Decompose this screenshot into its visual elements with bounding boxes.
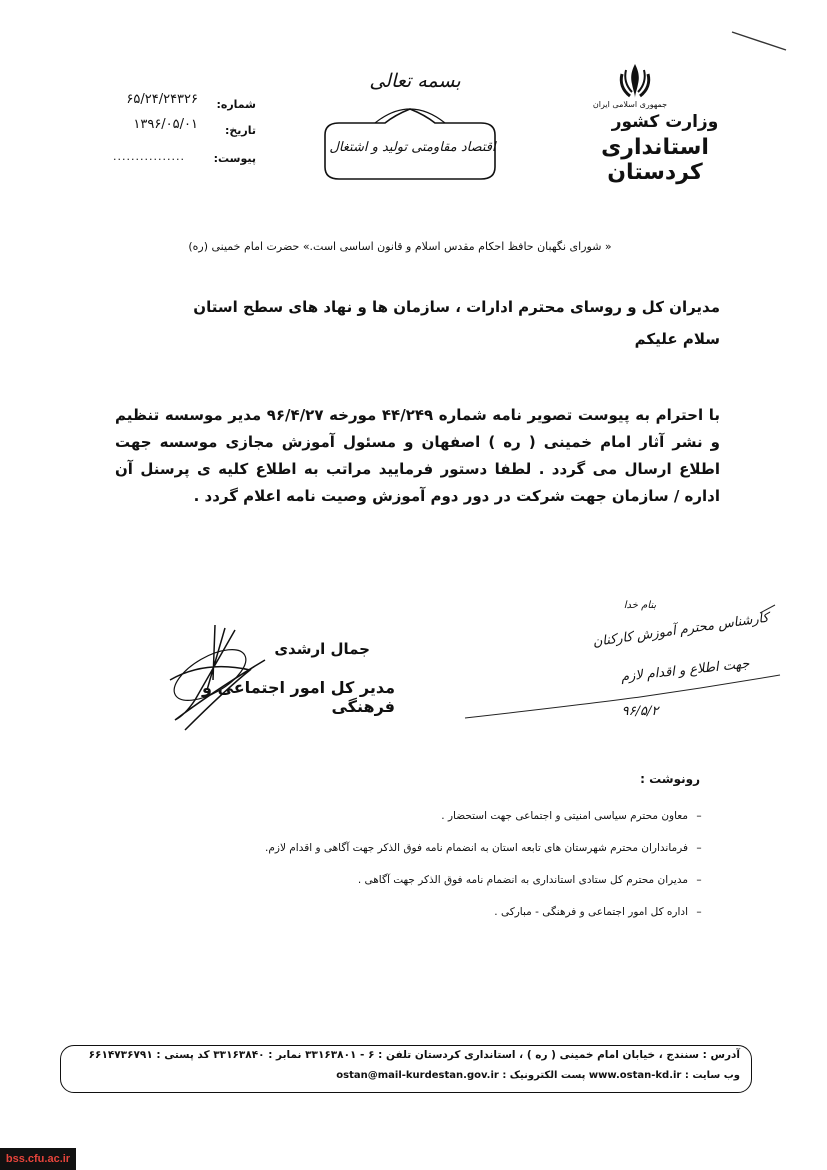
letter-body: با احترام به پیوست تصویر نامه شماره ۴۴/۲۴۹ مورخه ۹۶/۴/۲۷ مدیر موسسه تنظیم و نشر آثار امام خمینی ( ره ) اصفهان و مسئول آموزش مجازی موسسه جهت اطلاع ارسال می گردد . لطفا دستور فرمایید مراتب به اطلاع کلیه ی پرسنل آن اداره / سازمان جهت شرکت در دور دوم آموزش وصیت نامه اعلام گردد .	[115, 406, 720, 505]
iran-emblem-icon	[612, 60, 658, 104]
province-name: استانداری کردستان	[601, 135, 709, 185]
cc-list	[150, 806, 710, 934]
number-value: ۶۵/۲۴/۲۴۳۲۶	[126, 92, 198, 107]
signatory-name: جمال ارشدی	[274, 640, 370, 658]
cc-item: –معاون محترم سیاسی امنیتی و اجتماعی جهت استحضار .	[441, 810, 702, 822]
attachment-label: پیوست:	[213, 152, 256, 165]
republic-caption: جمهوری اسلامی ایران	[592, 100, 668, 109]
watermark-badge: bss.cfu.ac.ir	[0, 1148, 76, 1170]
footer-address: آدرس : سنندج ، خیابان امام خمینی ( ره ) ، استانداری کردستان تلفن : ۶ - ۳۳۱۶۳۸۰۱ نمابر : ۳۳۱۶۳۸۴۰ کد پستی : ۶۶۱۴۷۳۶۷۹۱	[88, 1049, 740, 1061]
cc-title: رونوشت :	[640, 772, 700, 786]
handwritten-line1: بنام خدا	[623, 600, 657, 611]
handwritten-line3: جهت اطلاع و اقدام لازم	[620, 656, 751, 685]
attachment-value: ................	[113, 150, 185, 163]
motto-top: بسمه تعالی	[369, 70, 461, 92]
footer-web: وب سایت : www.ostan-kd.ir پست الکترونیک : ostan@mail-kurdestan.gov.ir	[336, 1070, 740, 1081]
greeting: سلام علیکم	[634, 330, 720, 348]
handwritten-date: ۹۶/۵/۲	[621, 704, 659, 719]
cc-item: –اداره کل امور اجتماعی و فرهنگی - مبارکی .	[494, 906, 702, 918]
date-value: ۱۳۹۶/۰۵/۰۱	[133, 117, 198, 132]
header-quote: « شورای نگهبان حافظ احکام مقدس اسلام و قانون اساسی است.» حضرت امام خمینی (ره)	[188, 240, 612, 253]
signatory-title: مدیر کل امور اجتماعی و فرهنگی	[202, 678, 395, 716]
date-label: تاریخ:	[224, 124, 256, 137]
handwritten-line2: کارشناس محترم آموزش کارکنان	[591, 610, 770, 651]
ministry-name: وزارت کشور	[611, 112, 719, 132]
staple-mark	[730, 30, 790, 52]
cc-item: –فرمانداران محترم شهرستان های تابعه استان به انضمام نامه فوق الذکر جهت آگاهی و اقدام لازم.	[265, 842, 702, 854]
motto-main: اقتصاد مقاومتی تولید و اشتغال	[329, 140, 496, 155]
number-label: شماره:	[216, 98, 256, 111]
addressee: مدیران کل و روسای محترم ادارات ، سازمان ها و نهاد های سطح استان	[193, 298, 720, 316]
cc-item: –مدیران محترم کل ستادی استانداری به انضمام نامه فوق الذکر جهت آگاهی .	[357, 874, 702, 886]
